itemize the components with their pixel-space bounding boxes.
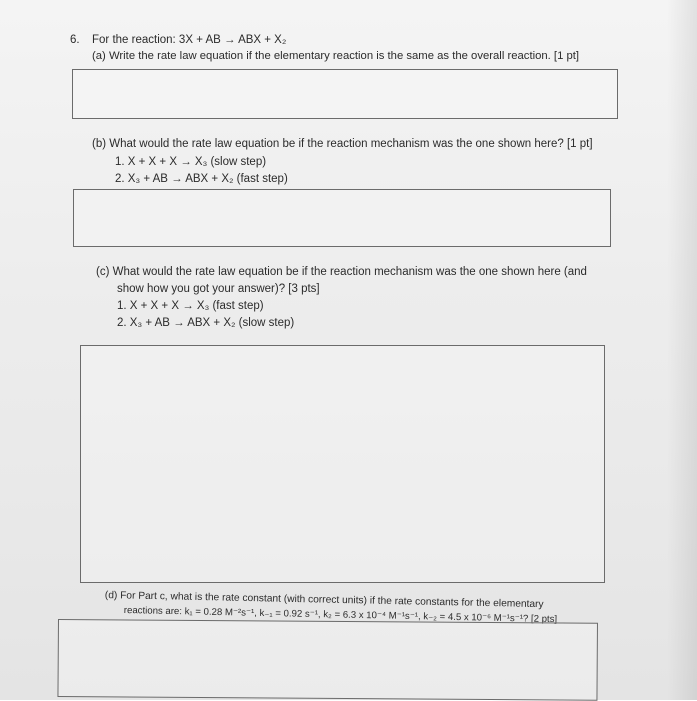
part-d-answer-box[interactable] xyxy=(57,619,598,701)
part-c-answer-box[interactable] xyxy=(80,345,605,583)
question-header: For the reaction: 3X + AB → ABX + X₂ xyxy=(92,34,287,46)
part-c-step-2: 2. X₃ + AB → ABX + X₂ (slow step) xyxy=(117,317,295,329)
part-c-step-1: 1. X + X + X → X₃ (fast step) xyxy=(117,300,264,312)
question-number: 6. xyxy=(70,34,80,46)
part-c-prompt-line-1: (c) What would the rate law equation be if the reaction mechanism was the one shown here (and xyxy=(96,266,587,278)
part-d-prompt-line-2: reactions are: k₁ = 0.28 M⁻²s⁻¹, k₋₁ = 0.92 s⁻¹, k₂ = 6.3 x 10⁻⁴ M⁻¹s⁻¹, k₋₂ = 4.5 x 10⁻⁶ M⁻¹s⁻¹? [2 pts] xyxy=(123,604,558,626)
part-d-prompt-line-1: (d) For Part c, what is the rate constant (with correct units) if the rate constants for the elementary xyxy=(104,589,544,611)
part-b-step-1: 1. X + X + X → X₃ (slow step) xyxy=(115,156,267,168)
part-b-step-2: 2. X₃ + AB → ABX + X₂ (fast step) xyxy=(115,173,288,185)
part-a-answer-box[interactable] xyxy=(72,69,618,119)
part-b-prompt: (b) What would the rate law equation be if the reaction mechanism was the one shown here? [1 pt] xyxy=(92,138,593,150)
part-c-prompt-line-2: show how you got your answer)? [3 pts] xyxy=(117,283,320,295)
page-shadow xyxy=(667,0,697,700)
part-b-answer-box[interactable] xyxy=(73,189,611,247)
part-a-prompt: (a) Write the rate law equation if the elementary reaction is the same as the overall reaction. [1 pt] xyxy=(92,50,580,62)
